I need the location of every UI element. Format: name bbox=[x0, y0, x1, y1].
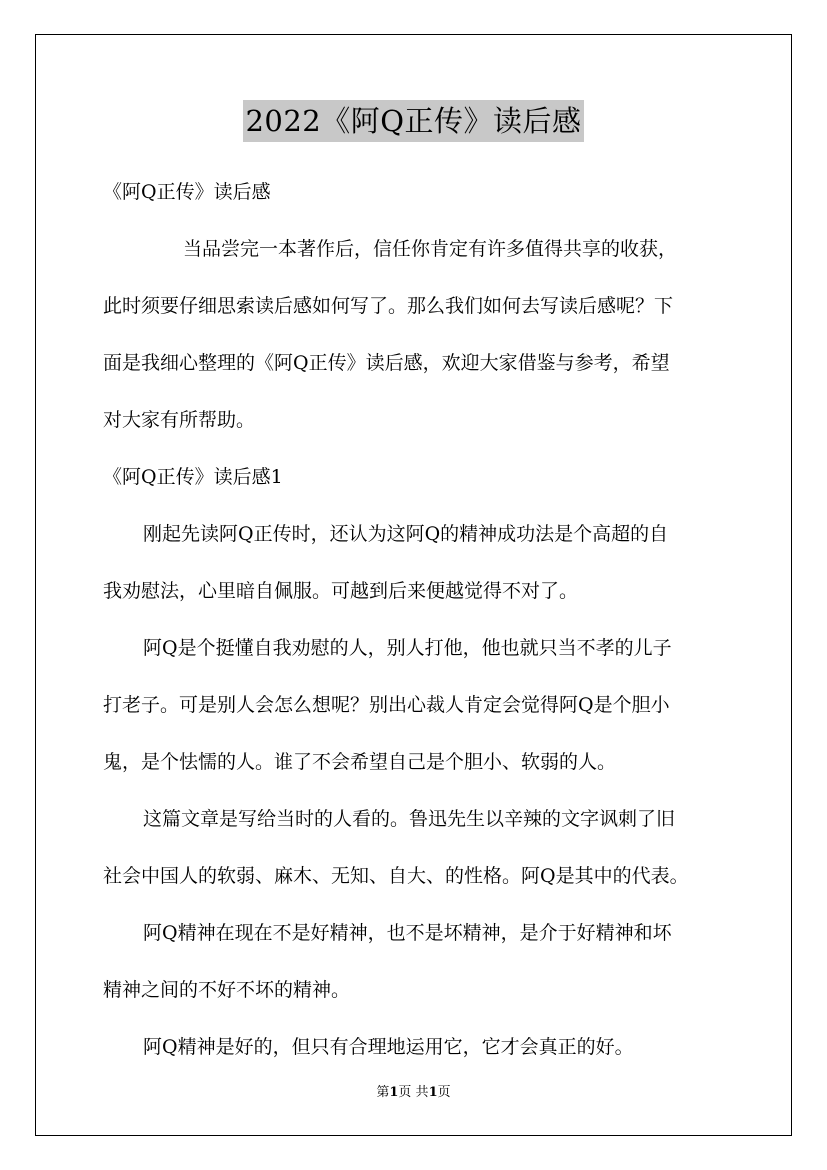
footer-suffix: 页 bbox=[437, 1085, 451, 1100]
body-line: 当品尝完一本著作后，信任你肯定有许多值得共享的收获， bbox=[183, 238, 678, 260]
footer-middle: 页 共 bbox=[398, 1085, 429, 1100]
body-line: 我劝慰法，心里暗自佩服。可越到后来便越觉得不对了。 bbox=[103, 580, 579, 602]
body-line: 《阿Q正传》读后感 bbox=[103, 181, 271, 203]
body-line: 阿Q精神是好的，但只有合理地运用它，它才会真正的好。 bbox=[143, 1036, 634, 1058]
footer-page-number: 1 bbox=[389, 1085, 399, 1100]
title-container bbox=[0, 100, 827, 142]
body-line: 面是我细心整理的《阿Q正传》读后感，欢迎大家借鉴与参考，希望 bbox=[103, 352, 670, 374]
body-line: 《阿Q正传》读后感1 bbox=[103, 466, 283, 488]
body-line: 此时须要仔细思索读后感如何写了。那么我们如何去写读后感呢？下 bbox=[103, 295, 674, 317]
body-line: 社会中国人的软弱、麻木、无知、自大、的性格。阿Q是其中的代表。 bbox=[103, 865, 689, 887]
body-line: 阿Q是个挺懂自我劝慰的人，别人打他，他也就只当不孝的儿子 bbox=[143, 637, 672, 659]
footer-total-pages: 1 bbox=[428, 1085, 438, 1100]
body-line: 阿Q精神在现在不是好精神，也不是坏精神，是介于好精神和坏 bbox=[143, 922, 672, 944]
body-line: 鬼，是个怯懦的人。谁了不会希望自己是个胆小、软弱的人。 bbox=[103, 751, 617, 773]
body-line: 对大家有所帮助。 bbox=[103, 409, 256, 431]
document-title: 2022《阿Q正传》读后感 bbox=[243, 100, 583, 142]
body-line: 精神之间的不好不坏的精神。 bbox=[103, 979, 351, 1001]
body-line: 这篇文章是写给当时的人看的。鲁迅先生以辛辣的文字讽刺了旧 bbox=[143, 808, 676, 830]
body-line: 打老子。可是别人会怎么想呢？别出心裁人肯定会觉得阿Q是个胆小 bbox=[103, 694, 670, 716]
page-footer bbox=[0, 1083, 827, 1103]
document-body bbox=[103, 173, 748, 1085]
body-line: 刚起先读阿Q正传时，还认为这阿Q的精神成功法是个高超的自 bbox=[143, 523, 669, 545]
footer-prefix: 第 bbox=[376, 1085, 390, 1100]
